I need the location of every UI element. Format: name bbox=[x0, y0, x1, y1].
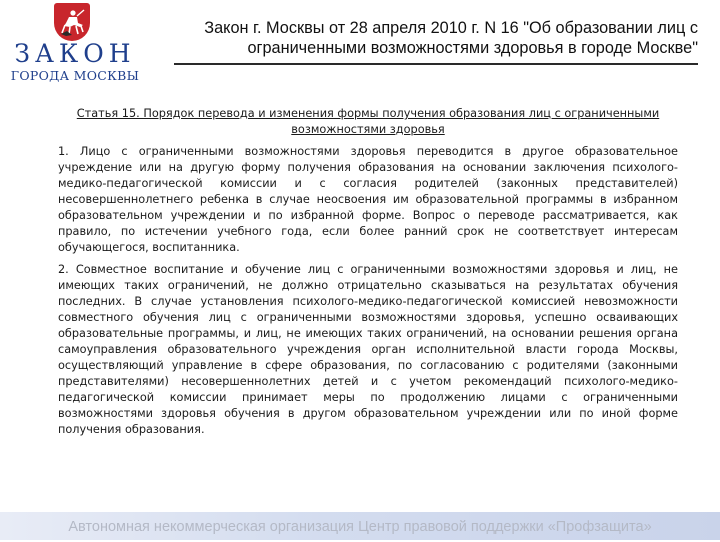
article-heading: Статья 15. Порядок перевода и изменения формы получения образования лиц с ограниченными возможностями здоровья bbox=[76, 107, 660, 136]
logo-word: ЗАКОН bbox=[14, 39, 136, 68]
article-paragraph-2: 2. Совместное воспитание и обучение лиц с ограниченными возможностями здоровья и лиц, не имеющих таких ограничений, не должно отрицательно сказываться на результатах обучения последних. В случае установления психолого-медико-педагогической комиссией невозможности совместного обучения лиц с ограниченными возможностями здоровья, успешно осваивающих образовательные программы, и лиц, не имеющих таких ограничений, на основании решения органа самоуправления образовательного учреждения орган исполнительной власти города Москвы, осуществляющий управление в сфере образования, по согласованию с родителями (законными представителями) несовершеннолетних детей и с учетом рекомендаций психолого-медико-педагогической комиссии принимает меры по продолжению лицами с ограниченными возможностями здоровья обучения в другом образовательном учреждении или по иной форме получения образования. bbox=[58, 263, 678, 436]
moscow-coat-of-arms-icon bbox=[54, 3, 90, 41]
title-divider bbox=[174, 63, 698, 65]
footer-organization-text: Автономная некоммерческая организация Центр правовой поддержки «Профзащита» bbox=[68, 519, 652, 535]
footer-bar bbox=[0, 512, 720, 540]
logo-subtitle: ГОРОДА МОСКВЫ bbox=[10, 68, 140, 83]
article-body bbox=[58, 106, 678, 444]
moscow-law-logo bbox=[0, 0, 165, 92]
article-paragraph-1: 1. Лицо с ограниченными возможностями здоровья переводится в другое образовательное учреждение или на другую форму получения образования на основании заключения психолого-медико-педагогической комиссии и с согласия родителей (законных представителей) несовершеннолетнего ребенка в случае неосвоения им образовательной программы в избранном образовательном учреждении и по избранной форме. Вопрос о переводе рассматривается, как правило, по истечении учебного года, если более ранний срок не соответствует интересам обучающегося, воспитанника. bbox=[58, 145, 678, 254]
slide-title: Закон г. Москвы от 28 апреля 2010 г. N 16 "Об образовании лиц с ограниченными возможностями здоровья в городе Москве" bbox=[204, 19, 698, 57]
